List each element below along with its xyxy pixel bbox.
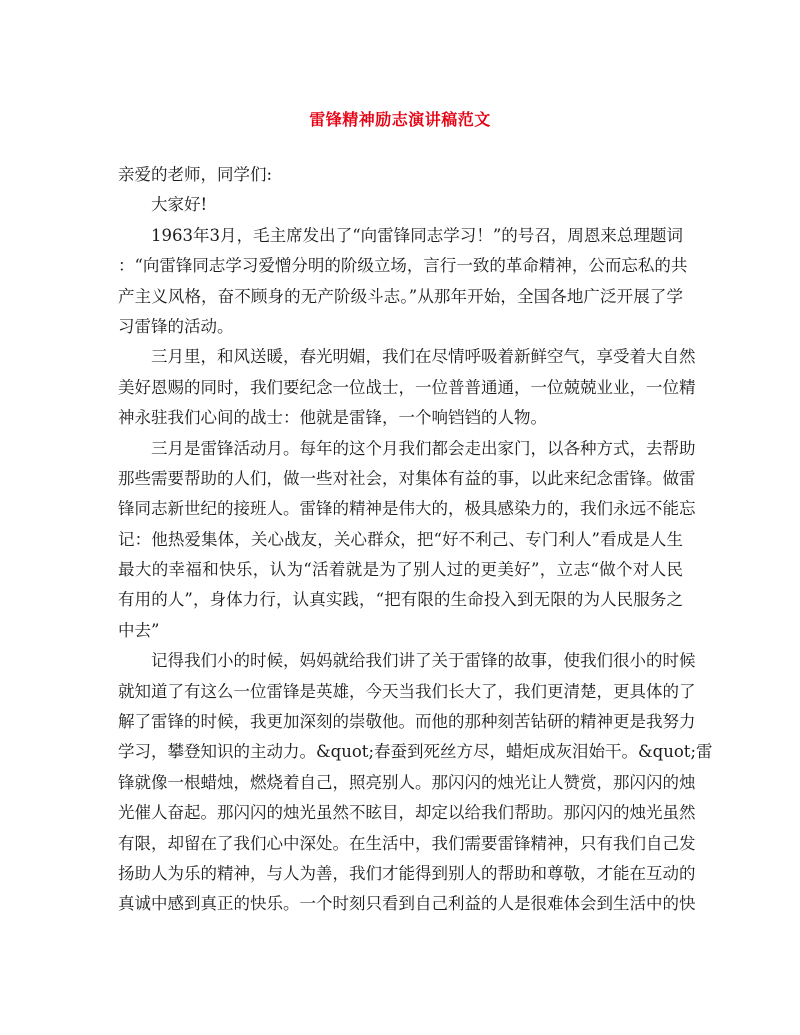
text-line: 光催人奋起。那闪闪的烛光虽然不眩目，却定以给我们帮助。那闪闪的烛光虽然 <box>118 803 696 823</box>
document-title: 雷锋精神励志演讲稿范文 <box>309 110 491 129</box>
text-line: 扬助人为乐的精神，与人为善，我们才能得到别人的帮助和尊敬，才能在互动的 <box>118 863 696 883</box>
document-body <box>118 160 713 920</box>
text-line: 习雷锋的活动。 <box>118 316 234 336</box>
text-line: 亲爱的老师，同学们: <box>118 165 273 184</box>
text-line: 锋同志新世纪的接班人。雷锋的精神是伟大的，极具感染力的，我们永远不能忘 <box>118 499 696 519</box>
text-line: 中去” <box>118 620 160 640</box>
text-line: 三月里，和风送暖，春光明媚，我们在尽情呼吸着新鲜空气，享受着大自然 <box>151 347 696 367</box>
text-line: 三月是雷锋活动月。每年的这个月我们都会走出家门，以各种方式，去帮助 <box>151 438 696 458</box>
text-line: 大家好! <box>151 195 208 215</box>
text-line: 真诚中感到真正的快乐。一个时刻只看到自己利益的人是很难体会到生活中的快 <box>118 894 696 914</box>
text-line: ：“向雷锋同志学习爱憎分明的阶级立场，言行一致的革命精神，公而忘私的共 <box>118 256 688 276</box>
text-line: 1963年3月，毛主席发出了“向雷锋同志学习！”的号召，周恩来总理题词 <box>151 225 683 245</box>
text-line: 解了雷锋的时候，我更加深刻的崇敬他。而他的那种刻苦钻研的精神更是我努力 <box>118 712 696 732</box>
text-line: 记：他热爱集体，关心战友，关心群众，把“好不利己、专门利人”看成是人生 <box>118 529 683 549</box>
text-line: 产主义风格，奋不顾身的无产阶级斗志。”从那年开始，全国各地广泛开展了学 <box>118 286 683 306</box>
text-line: 美好恩赐的同时，我们要纪念一位战士，一位普普通通，一位兢兢业业，一位精 <box>118 377 696 397</box>
text-line: 锋就像一根蜡烛，燃烧着自己，照亮别人。那闪闪的烛光让人赞赏，那闪闪的烛 <box>118 772 696 792</box>
text-line: 有限，却留在了我们心中深处。在生活中，我们需要雷锋精神，只有我们自己发 <box>118 833 696 853</box>
text-line: 学习，攀登知识的主动力。&quot;春蚕到死丝方尽，蜡炬成灰泪始干。&quot;雷 <box>118 742 713 762</box>
text-line: 有用的人”，身体力行，认真实践，“把有限的生命投入到无限的为人民服务之 <box>118 590 683 610</box>
text-line: 神永驻我们心间的战士：他就是雷锋，一个响铛铛的人物。 <box>118 408 547 428</box>
text-line: 最大的幸福和快乐，认为“活着就是为了别人过的更美好”，立志“做个对人民 <box>118 560 683 580</box>
text-line: 那些需要帮助的人们，做一些对社会，对集体有益的事，以此来纪念雷锋。做雷 <box>118 468 696 488</box>
text-line: 记得我们小的时候，妈妈就给我们讲了关于雷锋的故事，使我们很小的时候 <box>151 651 696 671</box>
text-line: 就知道了有这么一位雷锋是英雄，今天当我们长大了，我们更清楚，更具体的了 <box>118 681 696 701</box>
